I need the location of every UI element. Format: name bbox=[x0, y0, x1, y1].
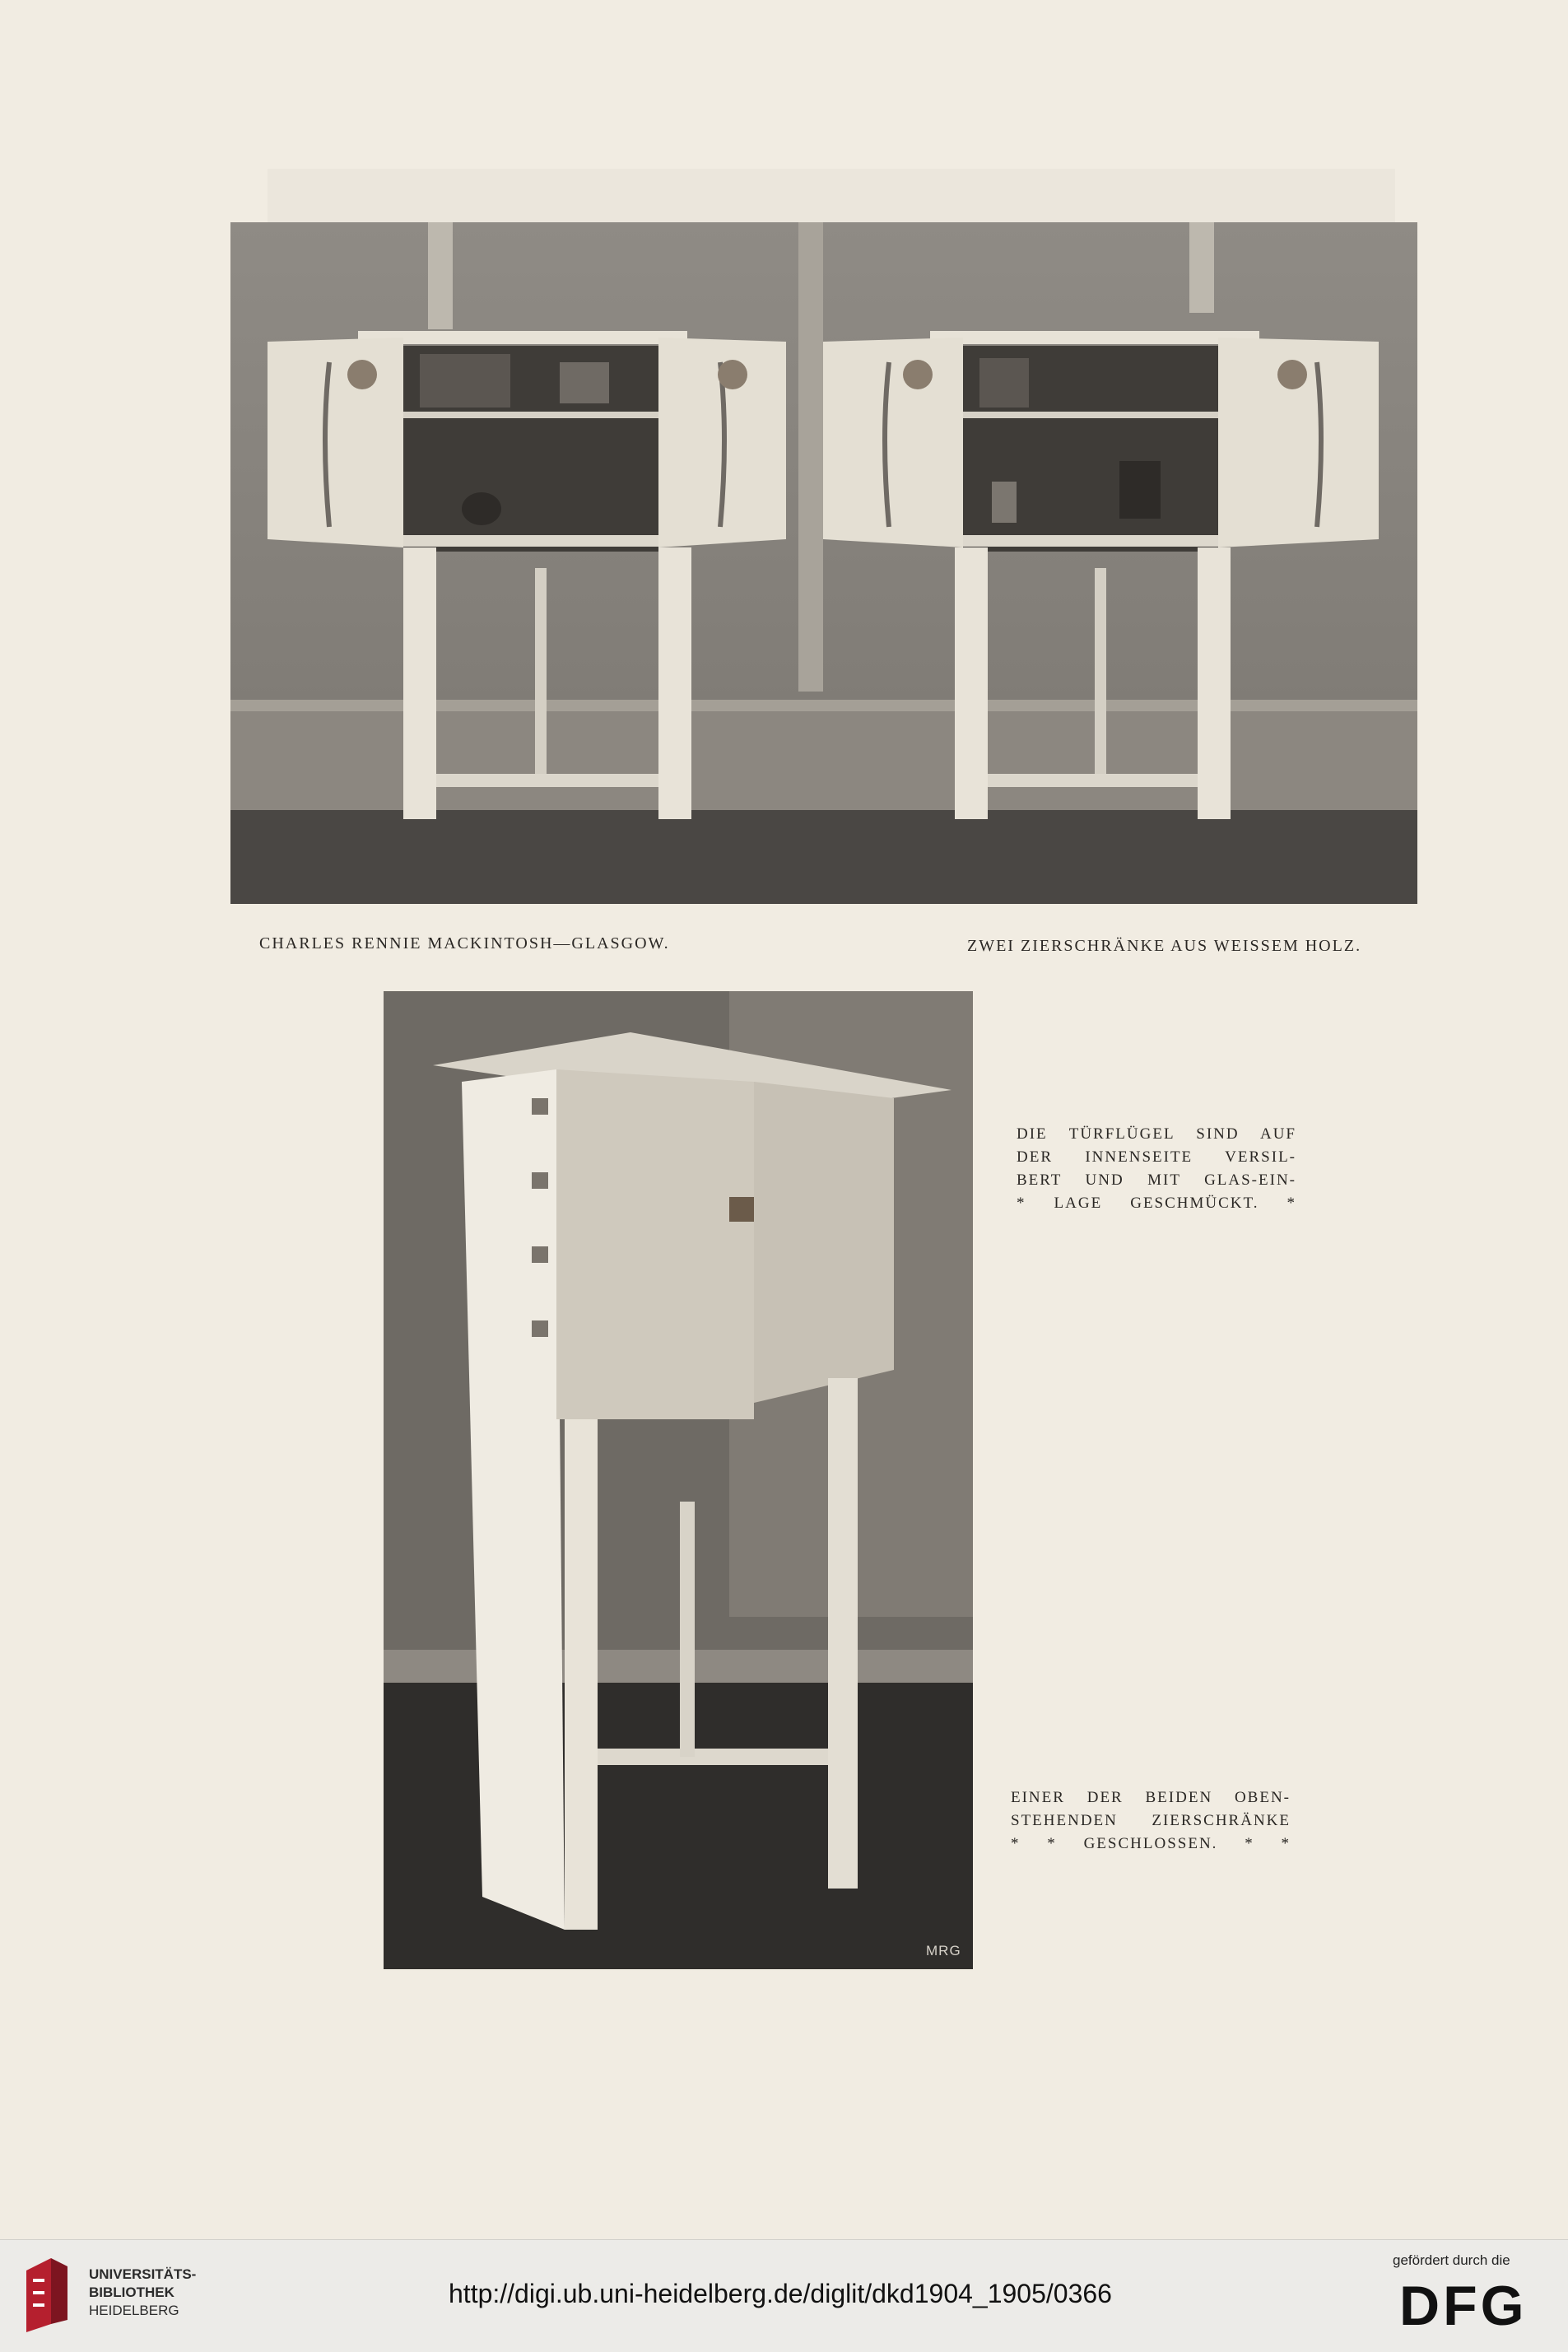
caption-line: * LAGE GESCHMÜCKT. * bbox=[1017, 1195, 1296, 1212]
caption-doors-note bbox=[1017, 1123, 1296, 1215]
photo-cabinet-closed bbox=[384, 991, 973, 1969]
permalink-url[interactable]: http://digi.ub.uni-heidelberg.de/diglit/dkd1904_1905/0366 bbox=[449, 2279, 1112, 2308]
caption-artist: CHARLES RENNIE MACKINTOSH—GLASGOW. bbox=[259, 934, 670, 952]
library-logo-icon bbox=[18, 2254, 76, 2336]
funding-note: gefördert durch die bbox=[1393, 2252, 1510, 2268]
caption-line: * * GESCHLOSSEN. * * bbox=[1011, 1835, 1291, 1852]
caption-line: DIE TÜRFLÜGEL SIND AUF bbox=[1017, 1125, 1296, 1143]
library-line: HEIDELBERG bbox=[89, 2303, 179, 2318]
caption-title: ZWEI ZIERSCHRÄNKE AUS WEISSEM HOLZ. bbox=[967, 937, 1362, 955]
caption-line: EINER DER BEIDEN OBEN- bbox=[1011, 1789, 1291, 1806]
library-name bbox=[89, 2266, 196, 2320]
library-line: BIBLIOTHEK bbox=[89, 2284, 174, 2300]
caption-line: BERT UND MIT GLAS-EIN- bbox=[1017, 1171, 1296, 1189]
photo-monogram: MRG bbox=[926, 1943, 961, 1958]
library-line: UNIVERSITÄTS- bbox=[89, 2266, 197, 2282]
caption-line: STEHENDEN ZIERSCHRÄNKE bbox=[1011, 1812, 1291, 1829]
photo-two-cabinets-open bbox=[230, 222, 1417, 904]
dfg-logo: DFG bbox=[1399, 2275, 1528, 2337]
caption-closed-note bbox=[1011, 1786, 1291, 1856]
caption-line: DER INNENSEITE VERSIL- bbox=[1017, 1148, 1296, 1166]
